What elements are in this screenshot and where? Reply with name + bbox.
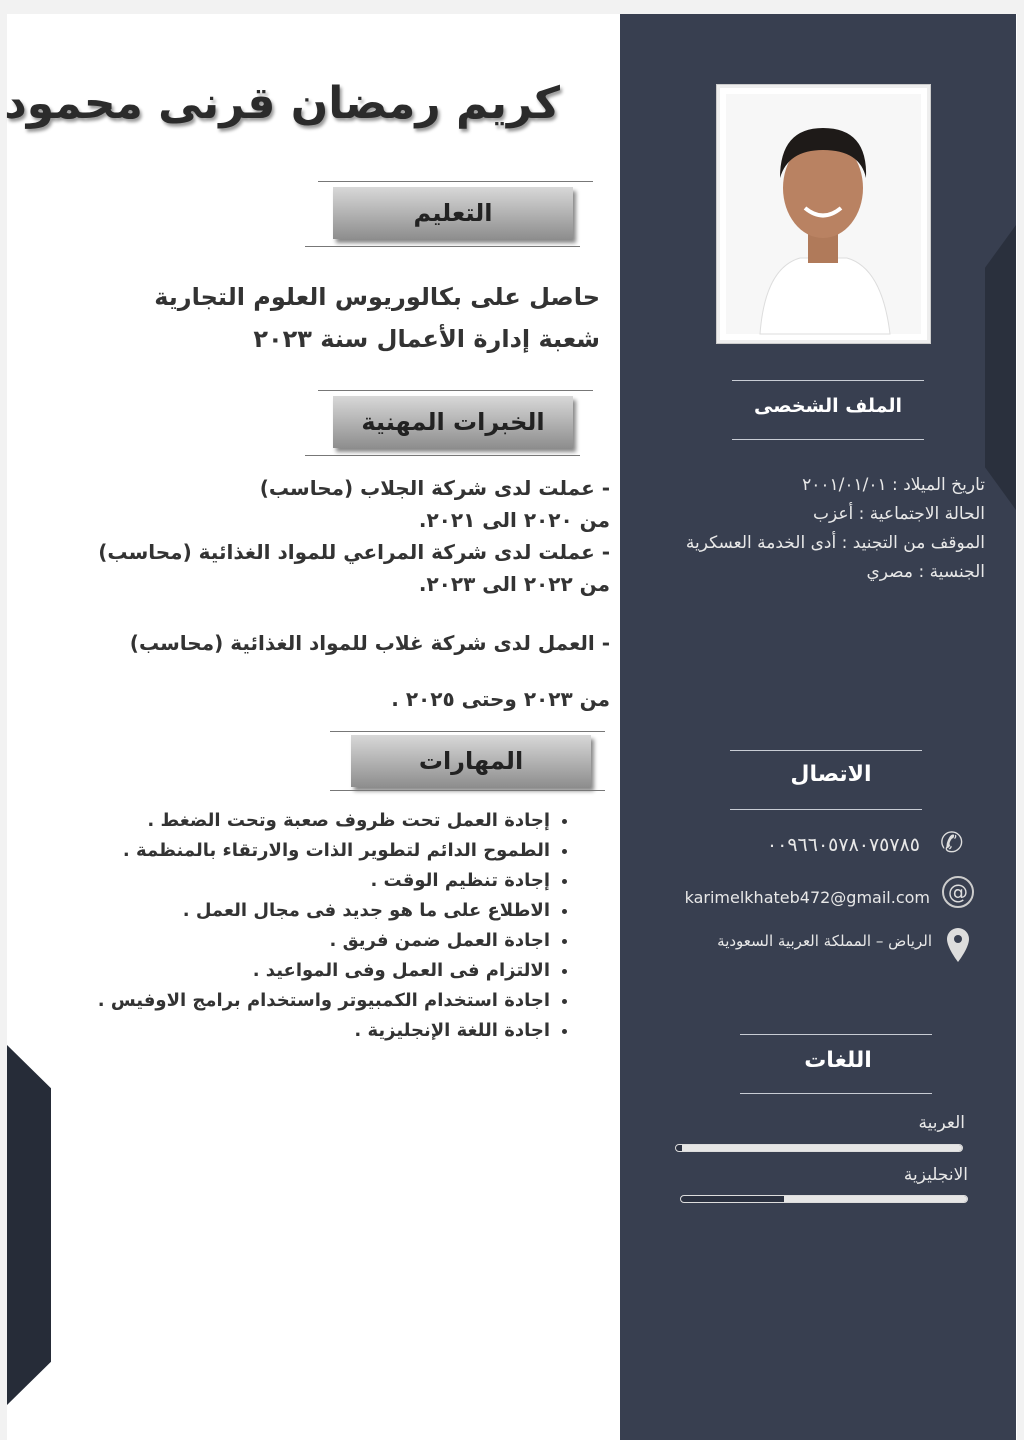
skills-list <box>60 806 580 1046</box>
email-address[interactable]: karimelkhateb472@gmail.com <box>684 888 930 907</box>
profile-line: الجنسية : مصري <box>866 562 985 582</box>
divider <box>305 246 580 247</box>
experience-line: من ٢٠٢٠ الى ٢٠٢١. <box>418 508 610 532</box>
divider <box>330 731 605 732</box>
experience-line: من ٢٠٢٣ وحتى ٢٠٢٥ . <box>391 687 610 711</box>
languages-heading: اللغات <box>804 1048 872 1073</box>
email-icon: @ <box>942 876 974 908</box>
profile-line: تاريخ الميلاد : ٢٠٠١/٠١/٠١ <box>802 475 985 495</box>
education-line: شعبة إدارة الأعمال سنة ٢٠٢٣ <box>253 325 600 353</box>
language-level-bar <box>680 1195 968 1203</box>
education-heading: التعليم <box>333 187 573 239</box>
sidebar-decoration <box>985 225 1016 510</box>
location-pin-icon <box>947 928 969 962</box>
experience-line: - العمل لدى شركة غلاب للمواد الغذائية (محاسب) <box>129 631 610 655</box>
divider <box>732 380 924 381</box>
divider <box>740 1093 932 1094</box>
divider <box>740 1034 932 1035</box>
skill-item: • اجادة اللغة الإنجليزية . <box>60 1016 550 1046</box>
profile-line: الموقف من التجنيد : أدى الخدمة العسكرية <box>685 533 985 553</box>
skill-item: • إجادة تنظيم الوقت . <box>60 866 550 896</box>
phone-number[interactable]: ٠٠٩٦٦٠٥٧٨٠٧٥٧٨٥ <box>766 834 920 856</box>
divider <box>318 390 593 391</box>
language-label: العربية <box>918 1113 965 1133</box>
skill-item: • اجادة استخدام الكمبيوتر واستخدام برامج الاوفيس . <box>60 986 550 1016</box>
divider <box>318 181 593 182</box>
skill-item: • الطموح الدائم لتطوير الذات والارتقاء بالمنظمة . <box>60 836 550 866</box>
skills-heading: المهارات <box>351 735 591 787</box>
profile-photo <box>717 85 930 343</box>
divider <box>730 809 922 810</box>
experience-heading: الخبرات المهنية <box>333 396 573 448</box>
divider <box>330 790 605 791</box>
experience-line: - عملت لدى شركة الجلاب (محاسب) <box>259 476 610 500</box>
divider <box>732 439 924 440</box>
experience-line: - عملت لدى شركة المراعي للمواد الغذائية (محاسب) <box>98 540 610 564</box>
divider <box>305 455 580 456</box>
skill-item: • الالتزام فى العمل وفى المواعيد . <box>60 956 550 986</box>
profile-line: الحالة الاجتماعية : أعزب <box>813 504 985 524</box>
phone-icon: ✆ <box>940 826 964 859</box>
profile-heading: الملف الشخصى <box>753 395 902 417</box>
person-photo-icon <box>720 88 927 340</box>
location: الرياض – المملكة العربية السعودية <box>717 932 932 950</box>
language-level-bar <box>675 1144 963 1152</box>
skill-item: • الاطلاع على ما هو جديد فى مجال العمل . <box>60 896 550 926</box>
skill-item: • اجادة العمل ضمن فريق . <box>60 926 550 956</box>
education-line: حاصل على بكالوريوس العلوم التجارية <box>154 283 600 311</box>
experience-line: من ٢٠٢٢ الى ٢٠٢٣. <box>418 572 610 596</box>
language-label: الانجليزية <box>903 1165 968 1185</box>
person-name: كريم رمضان قرنى محمود <box>4 78 560 129</box>
left-decoration <box>7 1045 51 1405</box>
skill-item: • إجادة العمل تحت ظروف صعبة وتحت الضغط . <box>60 806 550 836</box>
contact-heading: الاتصال <box>790 762 872 787</box>
divider <box>730 750 922 751</box>
